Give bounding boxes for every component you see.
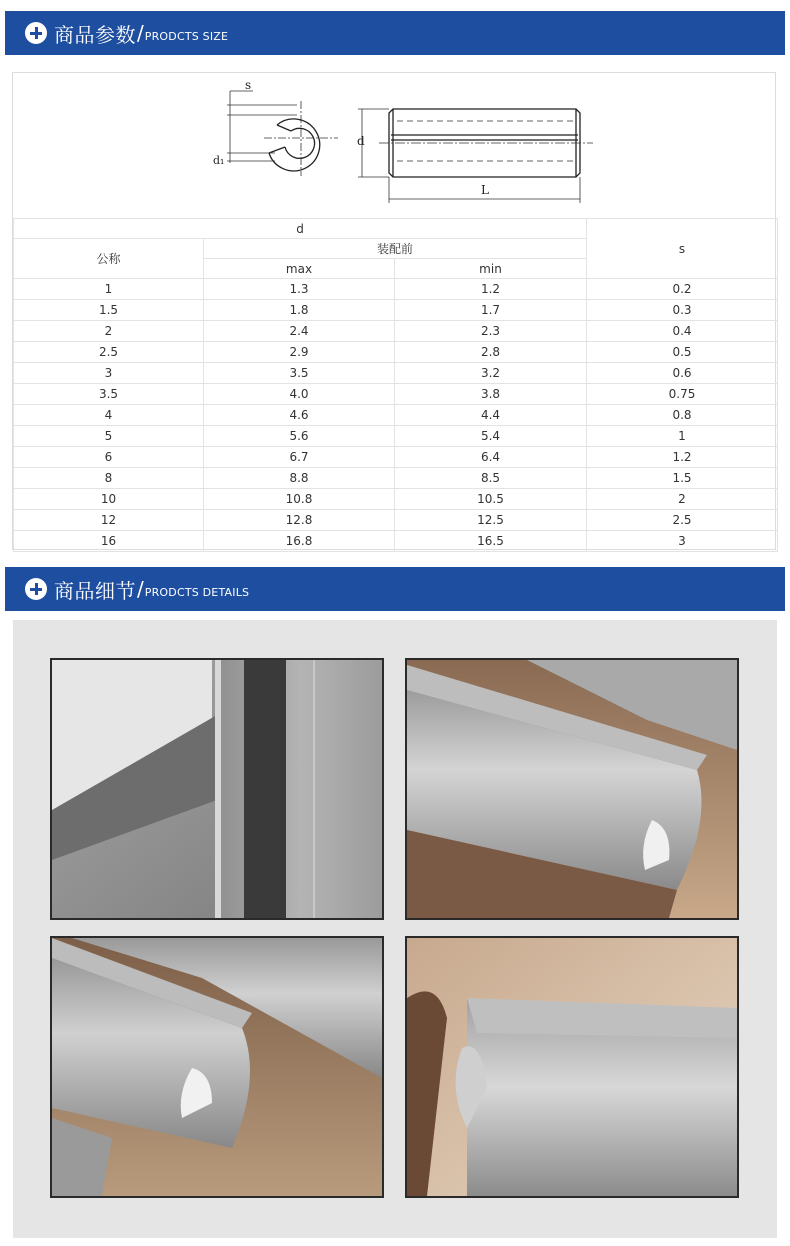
detail-photo-1 [50,658,384,920]
cell-s: 3 [587,531,778,552]
cell-nominal: 12 [14,510,204,531]
header-nominal: 公称 [14,239,204,279]
header-d: d [14,219,587,239]
cell-nominal: 1.5 [14,300,204,321]
cell-max: 3.5 [204,363,395,384]
cell-max: 2.9 [204,342,395,363]
cell-min: 16.5 [395,531,587,552]
cell-s: 1 [587,426,778,447]
cell-min: 12.5 [395,510,587,531]
cell-s: 0.4 [587,321,778,342]
cell-min: 2.3 [395,321,587,342]
cell-max: 4.6 [204,405,395,426]
section-title-cn: 商品参数 [54,22,136,47]
table-row [14,468,778,489]
cell-nominal: 10 [14,489,204,510]
section-title-en: PRODCTS SIZE [144,29,229,43]
cell-max: 4.0 [204,384,395,405]
table-row [14,447,778,468]
table-row [14,363,778,384]
table-header-row [14,219,778,239]
cell-max: 8.8 [204,468,395,489]
table-row [14,279,778,300]
cell-min: 8.5 [395,468,587,489]
cell-max: 1.8 [204,300,395,321]
label-L: L [481,183,489,197]
table-row [14,405,778,426]
plus-icon [25,578,47,600]
header-before-assembly: 装配前 [204,239,587,259]
cell-nominal: 6 [14,447,204,468]
cell-nominal: 2 [14,321,204,342]
cell-min: 1.7 [395,300,587,321]
cell-s: 0.2 [587,279,778,300]
cell-min: 1.2 [395,279,587,300]
cell-min: 10.5 [395,489,587,510]
cell-max: 2.4 [204,321,395,342]
cell-nominal: 5 [14,426,204,447]
label-s: s [245,78,252,92]
cell-s: 0.5 [587,342,778,363]
cell-min: 4.4 [395,405,587,426]
detail-photo-4 [405,936,739,1198]
cell-nominal: 3 [14,363,204,384]
label-d: d [357,134,365,148]
cell-max: 5.6 [204,426,395,447]
table-row [14,321,778,342]
cell-min: 3.2 [395,363,587,384]
cell-max: 1.3 [204,279,395,300]
cell-s: 0.8 [587,405,778,426]
cell-s: 0.6 [587,363,778,384]
section-title-slash: / [137,577,144,601]
cell-nominal: 8 [14,468,204,489]
cell-s: 2.5 [587,510,778,531]
table-row [14,426,778,447]
cell-max: 12.8 [204,510,395,531]
spec-panel [12,72,776,550]
spring-pin-diagram [13,73,777,218]
section-banner-size [5,11,785,55]
cell-max: 16.8 [204,531,395,552]
cell-s: 0.3 [587,300,778,321]
section-banner-details [5,567,785,611]
cell-nominal: 2.5 [14,342,204,363]
header-max: max [204,259,395,279]
label-d1: d₁ [213,154,225,167]
cell-nominal: 1 [14,279,204,300]
spec-table [13,218,778,552]
cell-max: 10.8 [204,489,395,510]
header-s: s [587,219,778,279]
plus-icon [25,22,47,44]
detail-photo-2 [405,658,739,920]
section-title-cn: 商品细节 [54,578,136,603]
cell-s: 1.2 [587,447,778,468]
cell-s: 2 [587,489,778,510]
cell-min: 5.4 [395,426,587,447]
section-title-slash: / [137,21,144,45]
table-row [14,384,778,405]
table-row [14,342,778,363]
cell-nominal: 3.5 [14,384,204,405]
header-min: min [395,259,587,279]
table-row [14,300,778,321]
cell-min: 6.4 [395,447,587,468]
table-row [14,510,778,531]
table-row [14,489,778,510]
cell-min: 2.8 [395,342,587,363]
cell-s: 0.75 [587,384,778,405]
detail-photo-3 [50,936,384,1198]
cell-min: 3.8 [395,384,587,405]
cell-max: 6.7 [204,447,395,468]
cell-nominal: 16 [14,531,204,552]
section-title-en: PRODCTS DETAILS [144,585,250,599]
table-row [14,531,778,552]
cell-s: 1.5 [587,468,778,489]
cell-nominal: 4 [14,405,204,426]
